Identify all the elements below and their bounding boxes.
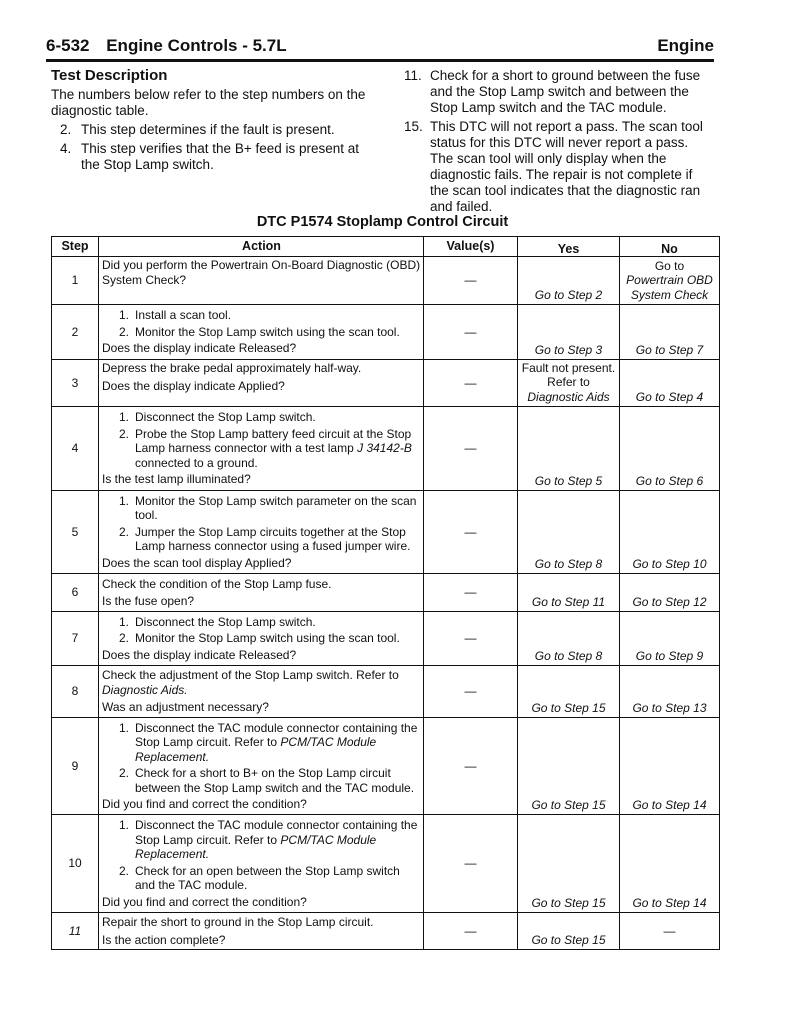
no-link[interactable]: Go to Step 9 bbox=[635, 648, 704, 663]
tool-reference: J 34142-B bbox=[357, 441, 412, 456]
yes-text: Fault not present. bbox=[521, 360, 616, 375]
value-cell: — bbox=[424, 718, 518, 815]
step-number: 2 bbox=[52, 305, 99, 360]
value-cell: — bbox=[424, 257, 518, 305]
section-reference: PCM/TAC Module Replacement. bbox=[135, 735, 377, 764]
no-link[interactable]: Go to Step 10 bbox=[632, 556, 707, 571]
value-cell: — bbox=[424, 491, 518, 574]
action-cell bbox=[99, 612, 424, 666]
yes-link[interactable]: Go to Step 3 bbox=[534, 342, 603, 357]
action-substep bbox=[102, 818, 421, 862]
action-question: Is the fuse open? bbox=[102, 594, 195, 608]
yes-cell bbox=[518, 666, 620, 718]
action-text bbox=[102, 668, 421, 697]
action-substep bbox=[102, 427, 421, 471]
substep-number: 1. bbox=[119, 720, 130, 735]
substep-text: Disconnect the Stop Lamp switch. bbox=[135, 410, 316, 425]
action-text: Check the condition of the Stop Lamp fuse. bbox=[102, 576, 332, 591]
yes-text: Refer to bbox=[547, 375, 590, 389]
value-cell: — bbox=[424, 815, 518, 913]
substep-number: 2. bbox=[119, 524, 130, 539]
action-cell bbox=[99, 913, 424, 950]
yes-link[interactable]: Go to Step 15 bbox=[531, 700, 606, 715]
table-row bbox=[52, 666, 720, 718]
no-link[interactable]: Go to Step 7 bbox=[635, 342, 704, 357]
substep-number: 1. bbox=[119, 493, 130, 508]
no-cell bbox=[620, 718, 720, 815]
column-header-no: No bbox=[620, 237, 720, 257]
action-substep bbox=[102, 325, 421, 340]
no-link[interactable]: System Check bbox=[630, 287, 709, 302]
action-cell bbox=[99, 666, 424, 718]
diagnostic-table bbox=[51, 236, 720, 950]
yes-link[interactable]: Go to Step 15 bbox=[531, 797, 606, 812]
table-row bbox=[52, 574, 720, 612]
action-cell bbox=[99, 718, 424, 815]
table-row bbox=[52, 360, 720, 407]
value-cell: — bbox=[424, 574, 518, 612]
action-question: Is the test lamp illuminated? bbox=[102, 472, 251, 487]
item-number: 15. bbox=[404, 119, 423, 134]
action-substep bbox=[102, 864, 421, 893]
yes-link[interactable]: Diagnostic Aids bbox=[527, 389, 610, 404]
page-number: 6-532 bbox=[46, 36, 90, 55]
action-question: Was an adjustment necessary? bbox=[102, 700, 269, 715]
substep-text: Monitor the Stop Lamp switch parameter on the scan tool. bbox=[135, 493, 417, 523]
substep-text: Monitor the Stop Lamp switch using the scan tool. bbox=[135, 631, 400, 646]
column-header-yes: Yes bbox=[518, 237, 620, 257]
no-cell bbox=[620, 360, 720, 407]
step-number: 7 bbox=[52, 612, 99, 666]
no-cell bbox=[620, 574, 720, 612]
substep-number: 1. bbox=[119, 410, 130, 425]
action-cell bbox=[99, 574, 424, 612]
item-number: 4. bbox=[60, 141, 72, 156]
substep-text: Install a scan tool. bbox=[135, 308, 232, 323]
description-item bbox=[51, 122, 381, 138]
yes-link[interactable]: Go to Step 15 bbox=[531, 932, 606, 947]
value-cell: — bbox=[424, 666, 518, 718]
yes-cell bbox=[518, 491, 620, 574]
step-number: 10 bbox=[52, 815, 99, 913]
description-item bbox=[404, 119, 714, 215]
substep-text: Probe the Stop Lamp battery feed circuit at the Stop Lamp harness connector with a test lamp bbox=[135, 426, 412, 456]
page-header bbox=[46, 36, 714, 58]
substep-text: Check for an open between the Stop Lamp switch and the TAC module. bbox=[135, 863, 400, 892]
step-number: 11 bbox=[52, 913, 99, 950]
action-text: Repair the short to ground in the Stop Lamp circuit. bbox=[102, 915, 374, 929]
header-left bbox=[46, 36, 287, 56]
action-question: Did you find and correct the condition? bbox=[102, 797, 307, 811]
action-text: Did you perform the Powertrain On-Board Diagnostic (OBD) System Check? bbox=[102, 258, 421, 287]
substep-number: 2. bbox=[119, 863, 130, 878]
test-description-intro: The numbers below refer to the step numbers on the diagnostic table. bbox=[51, 87, 366, 118]
substep-number: 2. bbox=[119, 631, 130, 646]
step-number: 1 bbox=[52, 257, 99, 305]
substep-number: 2. bbox=[119, 426, 130, 441]
no-cell bbox=[620, 407, 720, 491]
action-substep bbox=[102, 525, 421, 554]
yes-link[interactable]: Go to Step 5 bbox=[534, 473, 603, 488]
test-description-right bbox=[404, 68, 714, 218]
no-link[interactable]: Go to Step 13 bbox=[632, 700, 707, 715]
yes-link[interactable]: Go to Step 8 bbox=[534, 556, 603, 571]
action-question: Is the action complete? bbox=[102, 932, 226, 947]
step-number: 6 bbox=[52, 574, 99, 612]
action-substep bbox=[102, 494, 421, 523]
table-title: DTC P1574 Stoplamp Control Circuit bbox=[256, 214, 509, 230]
no-text: Go to bbox=[654, 258, 685, 273]
action-question: Does the scan tool display Applied? bbox=[102, 555, 292, 570]
yes-cell bbox=[518, 913, 620, 950]
value-cell: — bbox=[424, 360, 518, 407]
no-cell bbox=[620, 257, 720, 305]
description-item bbox=[51, 141, 381, 173]
no-link[interactable]: Go to Step 4 bbox=[635, 389, 704, 404]
item-number: 2. bbox=[60, 122, 72, 137]
value-cell: — bbox=[424, 913, 518, 950]
no-link[interactable]: Go to Step 14 bbox=[632, 895, 707, 910]
no-link[interactable]: Go to Step 14 bbox=[632, 797, 707, 812]
action-substep bbox=[102, 766, 421, 795]
action-question: Did you find and correct the condition? bbox=[102, 894, 307, 909]
no-cell: — bbox=[620, 913, 720, 950]
yes-cell bbox=[518, 305, 620, 360]
table-row bbox=[52, 913, 720, 950]
yes-link[interactable]: Go to Step 11 bbox=[531, 594, 606, 609]
table-header-row bbox=[52, 237, 720, 257]
yes-cell bbox=[518, 407, 620, 491]
column-header-step: Step bbox=[52, 237, 99, 257]
section-title: Engine Controls - 5.7L bbox=[106, 36, 287, 55]
item-text: This DTC will not report a pass. The scan tool status for this DTC will never report a pass. The scan tool will only display when the diagnostic fails. The repair is not complete if the scan tool indicates that the diagnostic ran and failed. bbox=[430, 119, 703, 214]
no-cell bbox=[620, 666, 720, 718]
table-row bbox=[52, 815, 720, 913]
header-rule bbox=[46, 59, 714, 62]
section-reference: Diagnostic Aids. bbox=[102, 682, 188, 697]
substep-text: connected to a ground. bbox=[135, 455, 258, 470]
action-substep bbox=[102, 615, 421, 630]
column-header-action: Action bbox=[99, 237, 424, 257]
yes-cell bbox=[518, 718, 620, 815]
description-item bbox=[404, 68, 714, 116]
step-number: 3 bbox=[52, 360, 99, 407]
no-cell bbox=[620, 491, 720, 574]
value-cell: — bbox=[424, 612, 518, 666]
action-cell bbox=[99, 815, 424, 913]
section-reference: PCM/TAC Module Replacement. bbox=[135, 832, 377, 861]
test-description-left bbox=[51, 68, 381, 176]
substep-number: 1. bbox=[119, 614, 130, 629]
no-cell bbox=[620, 612, 720, 666]
action-text-main: Check the adjustment of the Stop Lamp switch. Refer to bbox=[102, 668, 399, 683]
table-row bbox=[52, 407, 720, 491]
no-cell bbox=[620, 305, 720, 360]
table-row bbox=[52, 491, 720, 574]
action-text: Depress the brake pedal approximately half-way. bbox=[102, 361, 362, 375]
action-substep bbox=[102, 410, 421, 425]
action-question: Does the display indicate Released? bbox=[102, 647, 297, 662]
substep-text: Jumper the Stop Lamp circuits together at the Stop Lamp harness connector using a fused jumper wire. bbox=[135, 524, 411, 554]
action-cell bbox=[99, 491, 424, 574]
action-question: Does the display indicate Applied? bbox=[102, 378, 285, 393]
step-number: 4 bbox=[52, 407, 99, 491]
action-cell bbox=[99, 360, 424, 407]
step-number: 5 bbox=[52, 491, 99, 574]
substep-text: Disconnect the TAC module connector containing the Stop Lamp circuit. Refer to bbox=[135, 720, 418, 749]
action-question: Does the display indicate Released? bbox=[102, 341, 297, 356]
table-row bbox=[52, 612, 720, 666]
substep-text: Disconnect the TAC module connector containing the Stop Lamp circuit. Refer to bbox=[135, 818, 418, 847]
test-description-heading: Test Description bbox=[51, 67, 168, 84]
action-substep bbox=[102, 308, 421, 323]
yes-cell bbox=[518, 815, 620, 913]
item-text: This step verifies that the B+ feed is present at the Stop Lamp switch. bbox=[81, 141, 360, 172]
action-cell bbox=[99, 407, 424, 491]
no-link[interactable]: Powertrain OBD bbox=[626, 273, 713, 288]
yes-link[interactable]: Go to Step 2 bbox=[534, 287, 603, 302]
action-cell bbox=[99, 305, 424, 360]
item-text: This step determines if the fault is present. bbox=[81, 122, 335, 137]
substep-number: 2. bbox=[119, 324, 130, 339]
yes-link[interactable]: Go to Step 8 bbox=[534, 648, 603, 663]
yes-cell bbox=[518, 574, 620, 612]
yes-cell bbox=[518, 360, 620, 407]
step-number: 8 bbox=[52, 666, 99, 718]
substep-text: Check for a short to B+ on the Stop Lamp circuit between the Stop Lamp switch and the TAC module. bbox=[135, 766, 415, 795]
table-row bbox=[52, 305, 720, 360]
substep-number: 1. bbox=[119, 818, 130, 832]
yes-cell bbox=[518, 612, 620, 666]
no-link[interactable]: Go to Step 6 bbox=[635, 473, 704, 488]
substep-number: 1. bbox=[119, 308, 130, 323]
action-cell bbox=[99, 257, 424, 305]
step-number: 9 bbox=[52, 718, 99, 815]
chapter-title: Engine bbox=[657, 36, 714, 55]
table-row bbox=[52, 257, 720, 305]
action-substep bbox=[102, 721, 421, 765]
no-cell bbox=[620, 815, 720, 913]
value-cell: — bbox=[424, 305, 518, 360]
action-substep bbox=[102, 631, 421, 646]
table-row bbox=[52, 718, 720, 815]
substep-text: Monitor the Stop Lamp switch using the scan tool. bbox=[135, 324, 400, 339]
no-link[interactable]: Go to Step 12 bbox=[632, 594, 707, 609]
yes-link[interactable]: Go to Step 15 bbox=[531, 895, 606, 910]
value-cell: — bbox=[424, 407, 518, 491]
item-text: Check for a short to ground between the fuse and the Stop Lamp switch and between the Stop Lamp switch and the TAC module. bbox=[430, 68, 701, 115]
substep-number: 2. bbox=[119, 766, 130, 780]
substep-text: Disconnect the Stop Lamp switch. bbox=[135, 614, 316, 629]
yes-cell bbox=[518, 257, 620, 305]
item-number: 11. bbox=[404, 68, 422, 83]
column-header-values: Value(s) bbox=[424, 237, 518, 257]
